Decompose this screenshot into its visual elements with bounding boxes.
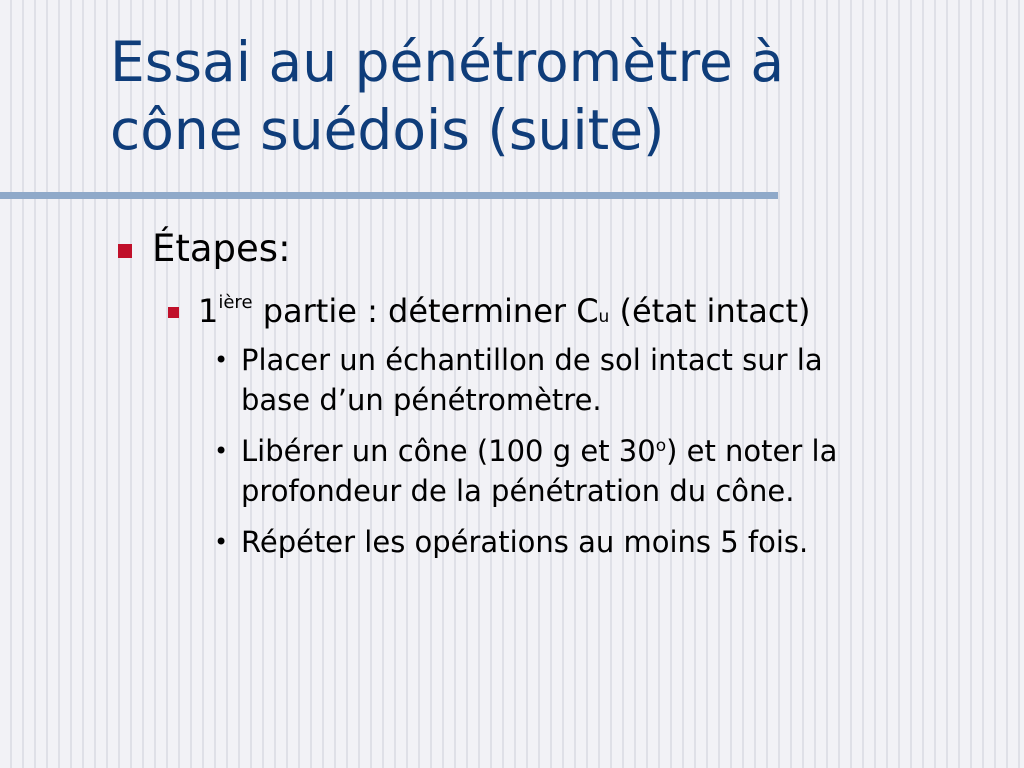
bullet-line: profondeur de la pénétration du cône. — [241, 474, 795, 508]
partie-text: partie : déterminer C — [252, 292, 599, 330]
slide-title-line-1: Essai au pénétromètre à — [110, 30, 785, 94]
etat-intact-text: (état intact) — [609, 292, 811, 330]
degree-superscript: o — [655, 436, 667, 456]
bullet-level3-body — [241, 522, 971, 562]
dot-bullet-icon: • — [214, 346, 229, 374]
bullet-line: Répéter les opérations au moins 5 fois. — [241, 525, 809, 559]
ordinal-superscript: ière — [218, 292, 253, 313]
square-bullet-icon — [118, 244, 132, 258]
bullet-level1-etapes: Étapes: — [152, 227, 291, 270]
cu-subscript: u — [598, 307, 610, 327]
bullet-line: Placer un échantillon de sol intact sur la — [241, 343, 823, 377]
bullet-line-post: ) et noter la — [666, 434, 838, 468]
ordinal-number: 1 — [198, 292, 219, 330]
dot-bullet-icon: • — [214, 437, 229, 465]
bullet-level3-body — [241, 340, 971, 420]
bullet-level3-body — [241, 431, 971, 511]
bullet-line: base d’un pénétromètre. — [241, 383, 602, 417]
bullet-line-pre: Libérer un cône (100 g et 30 — [241, 434, 656, 468]
slide-title-line-2: cône suédois (suite) — [110, 98, 665, 162]
bullet-level2-partie — [198, 290, 811, 332]
dot-bullet-icon: • — [214, 528, 229, 556]
square-bullet-icon — [168, 307, 179, 318]
